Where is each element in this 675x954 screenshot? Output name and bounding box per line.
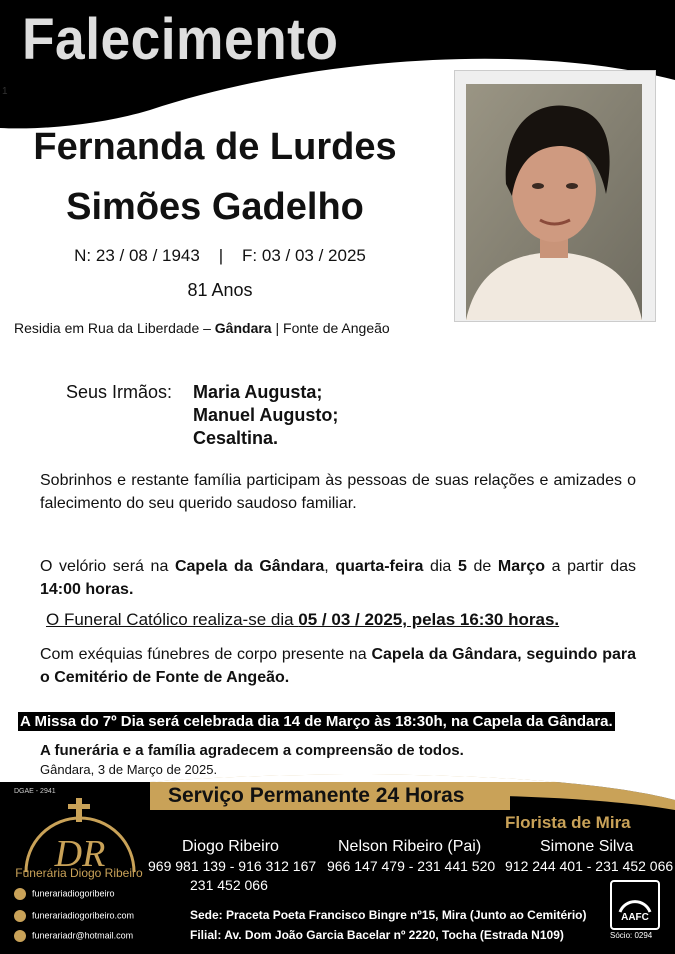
page-title: Falecimento xyxy=(22,7,339,72)
contact-phones[interactable]: 231 452 066 xyxy=(190,877,268,893)
siblings-label: Seus Irmãos: xyxy=(66,382,173,402)
residence-suffix: | Fonte de Angeão xyxy=(271,320,390,336)
social-facebook[interactable]: funerariadiogoribeiro xyxy=(14,888,115,900)
florist-label: Florista de Mira xyxy=(505,813,631,832)
announcement-text: Sobrinhos e restante família participam às pessoas de suas relações e amizades o falecimento do seu querido saudoso familiar. xyxy=(40,472,636,512)
contact-name: Diogo Ribeiro xyxy=(182,838,279,855)
exequies-location: Capela da Gândara, seguindo para o Cemitério de Fonte de Angeão. xyxy=(40,646,637,686)
contact-name: Simone Silva xyxy=(540,838,634,855)
deceased-photo xyxy=(466,84,642,320)
deceased-name-line2: Simões Gadelho xyxy=(66,186,364,228)
wake-month: Março xyxy=(497,558,546,575)
residence-prefix: Residia em Rua da Liberdade – xyxy=(14,320,215,336)
funeral-home-name: Funerária Diogo Ribeiro xyxy=(15,866,143,880)
wake-text: O velório será na xyxy=(40,558,175,575)
thanks-text: A funerária e a família agradecem a compreensão de todos. xyxy=(40,742,464,759)
logo-letters: DR xyxy=(54,833,106,875)
wake-text: dia xyxy=(423,558,458,575)
member-number: Sócio: 0294 xyxy=(610,931,653,940)
contact-name: Nelson Ribeiro (Pai) xyxy=(338,838,482,855)
place-date: Gândara, 3 de Março de 2025. xyxy=(40,762,218,777)
deceased-name-line1: Fernanda de Lurdes xyxy=(33,126,397,168)
wake-day: 5 xyxy=(457,558,467,575)
wake-info xyxy=(40,555,636,601)
sibling-name: Cesaltina. xyxy=(193,428,279,448)
wake-text: , xyxy=(324,558,336,575)
social-website[interactable]: funerariadiogoribeiro.com xyxy=(14,910,134,922)
residence xyxy=(14,320,390,336)
age: 81 Anos xyxy=(187,280,253,300)
exequies-text: Com exéquias fúnebres de corpo presente na xyxy=(40,646,372,663)
aafc-logo xyxy=(610,880,660,930)
service-banner: Serviço Permanente 24 Horas xyxy=(168,784,465,807)
branch-address: Filial: Av. Dom João Garcia Bacelar nº 2220, Tocha (Estrada N109) xyxy=(190,928,564,942)
birth-death-dates: N: 23 / 08 / 1943 | F: 03 / 03 / 2025 xyxy=(74,246,366,265)
wake-text: de xyxy=(466,558,498,575)
funeral-text: O Funeral Católico realiza-se dia xyxy=(46,610,299,629)
social-email[interactable]: funerariadr@hotmail.com xyxy=(14,930,133,942)
page-mark: 1 xyxy=(2,86,8,97)
residence-bold: Gândara xyxy=(214,320,272,336)
mass-banner: A Missa do 7º Dia será celebrada dia 14 de Março às 18:30h, na Capela da Gândara. xyxy=(20,713,613,730)
sibling-name: Maria Augusta; xyxy=(193,382,323,402)
contact-phones[interactable]: 969 981 139 - 916 312 167 xyxy=(148,858,317,874)
facebook-icon xyxy=(14,888,26,900)
funeral-datetime: 05 / 03 / 2025, pelas 16:30 horas. xyxy=(298,610,560,629)
headquarters-address: Sede: Praceta Poeta Francisco Bingre nº15, Mira (Junto ao Cemitério) xyxy=(190,908,587,922)
funeral-info xyxy=(46,610,559,630)
wake-weekday: quarta-feira xyxy=(335,558,424,575)
exequies-info xyxy=(40,643,636,689)
dgae-license: DGAE - 2941 xyxy=(14,788,56,795)
contact-phones[interactable]: 966 147 479 - 231 441 520 xyxy=(327,858,496,874)
wake-text: a partir das xyxy=(545,558,637,575)
globe-icon xyxy=(14,910,26,922)
wake-time: 14:00 horas. xyxy=(40,581,134,598)
wake-location: Capela da Gândara xyxy=(174,558,325,575)
contact-phones[interactable]: 912 244 401 - 231 452 066 xyxy=(505,858,674,874)
aafc-text: AAFC xyxy=(621,912,649,923)
sibling-name: Manuel Augusto; xyxy=(193,405,339,425)
email-icon xyxy=(14,930,26,942)
